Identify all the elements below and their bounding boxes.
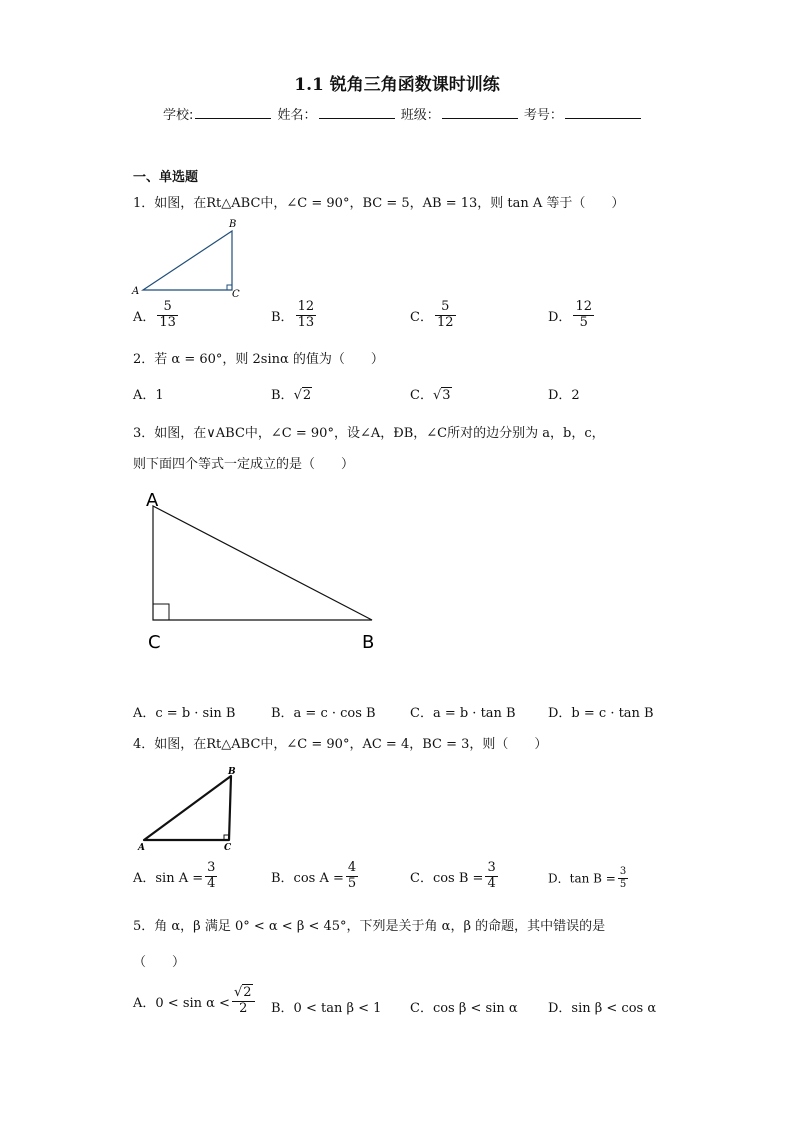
q1-label-b: B bbox=[229, 219, 237, 230]
q4-stem: 4．如图，在Rt△ABC中，∠C = 90°，AC = 4，BC = 3，则（ ） bbox=[133, 737, 548, 752]
q4-triangle bbox=[144, 776, 231, 840]
q1-figure bbox=[130, 216, 250, 300]
q5-option-d[interactable]: D．sin β < cos α bbox=[548, 1001, 657, 1016]
q4-a-fraction: $\frac{3}{4}$ bbox=[207, 860, 216, 891]
q2-stem: 2．若 α = 60°，则 2sinα 的值为（ ） bbox=[133, 352, 384, 367]
student-info-line bbox=[163, 104, 643, 123]
name-blank[interactable] bbox=[319, 106, 395, 119]
q3-triangle bbox=[153, 506, 372, 620]
q3-label-b: B bbox=[362, 632, 375, 653]
q2-b-sqrt: √2 bbox=[293, 388, 312, 403]
q1-c-fraction: $\frac{5}{12}$ bbox=[436, 299, 454, 330]
q3-option-d[interactable]: D．b = c · tan B bbox=[548, 706, 654, 721]
q5-stem-line2: （ ） bbox=[133, 955, 186, 970]
q1-stem: 1．如图，在Rt△ABC中，∠C = 90°，BC = 5，AB = 13，则 tan A 等于（ ） bbox=[133, 196, 625, 211]
class-label: 班级： bbox=[400, 108, 440, 123]
q4-label-c: C bbox=[224, 843, 232, 852]
q4-label-b: B bbox=[228, 767, 236, 777]
page-title: 1.1 锐角三角函数课时训练 bbox=[294, 75, 500, 95]
exam-blank[interactable] bbox=[565, 106, 641, 119]
q2-option-d[interactable]: D．2 bbox=[548, 388, 580, 403]
q5-a-fraction: $\frac{√2}{2}$ bbox=[232, 986, 255, 1017]
q2-option-b[interactable]: B．√2 bbox=[271, 388, 312, 403]
q3-label-a: A bbox=[146, 490, 159, 511]
q1-label-a: A bbox=[132, 286, 140, 297]
name-label: 姓名： bbox=[277, 108, 317, 123]
q4-figure bbox=[132, 762, 242, 852]
q4-option-a[interactable]: A．sin A = $\frac{3}{4}$ bbox=[133, 860, 216, 891]
q4-b-fraction: $\frac{4}{5}$ bbox=[347, 860, 357, 891]
q1-option-d[interactable]: D． $\frac{12}{5}$ bbox=[548, 299, 592, 330]
q1-option-a[interactable]: A． $\frac{5}{13}$ bbox=[133, 299, 176, 330]
q1-d-fraction: $\frac{12}{5}$ bbox=[575, 299, 592, 330]
q4-option-d[interactable]: D．tan B = $\frac{3}{5}$ bbox=[548, 866, 627, 890]
section-heading: 一、单选题 bbox=[133, 170, 199, 185]
q5-option-a[interactable]: A．0 < sin α < $\frac{√2}{2}$ bbox=[133, 986, 257, 1017]
school-blank[interactable] bbox=[195, 106, 271, 119]
q2-option-a[interactable]: A．1 bbox=[133, 388, 164, 403]
q4-d-fraction: $\frac{3}{5}$ bbox=[619, 866, 627, 890]
q5-option-c[interactable]: C．cos β < sin α bbox=[410, 1001, 518, 1016]
q3-label-c: C bbox=[148, 632, 161, 653]
q4-label-a: A bbox=[138, 843, 145, 852]
q5-stem-line1: 5．角 α，β 满足 0° < α < β < 45°，下列是关于角 α，β 的命题，其中错误的是 bbox=[133, 919, 606, 934]
class-blank[interactable] bbox=[442, 106, 518, 119]
q2-option-c[interactable]: C．√3 bbox=[410, 388, 451, 403]
q3-right-angle-mark bbox=[153, 604, 169, 620]
q3-stem-line2: 则下面四个等式一定成立的是（ ） bbox=[133, 457, 355, 472]
q3-figure bbox=[138, 486, 388, 658]
q3-stem-line1: 3．如图，在∨ABC中，∠C = 90°，设∠A，ÐB，∠C所对的边分别为 a，b，c， bbox=[133, 426, 605, 441]
q1-b-fraction: $\frac{12}{13}$ bbox=[297, 299, 315, 330]
q4-option-c[interactable]: C．cos B = $\frac{3}{4}$ bbox=[410, 860, 496, 891]
q4-option-b[interactable]: B．cos A = $\frac{4}{5}$ bbox=[271, 860, 357, 891]
q3-option-b[interactable]: B．a = c · cos B bbox=[271, 706, 376, 721]
q3-option-a[interactable]: A．c = b · sin B bbox=[133, 706, 236, 721]
exam-label: 考号： bbox=[523, 108, 563, 123]
q2-c-sqrt: √3 bbox=[432, 388, 451, 403]
q1-triangle bbox=[143, 231, 232, 290]
q1-option-b[interactable]: B． $\frac{12}{13}$ bbox=[271, 299, 315, 330]
q3-option-c[interactable]: C．a = b · tan B bbox=[410, 706, 516, 721]
q5-option-b[interactable]: B．0 < tan β < 1 bbox=[271, 1001, 382, 1016]
q1-a-fraction: $\frac{5}{13}$ bbox=[159, 299, 176, 330]
q1-label-c: C bbox=[232, 289, 240, 300]
school-label: 学校: bbox=[163, 108, 194, 123]
q4-c-fraction: $\frac{3}{4}$ bbox=[487, 860, 496, 891]
q1-option-c[interactable]: C． $\frac{5}{12}$ bbox=[410, 299, 454, 330]
